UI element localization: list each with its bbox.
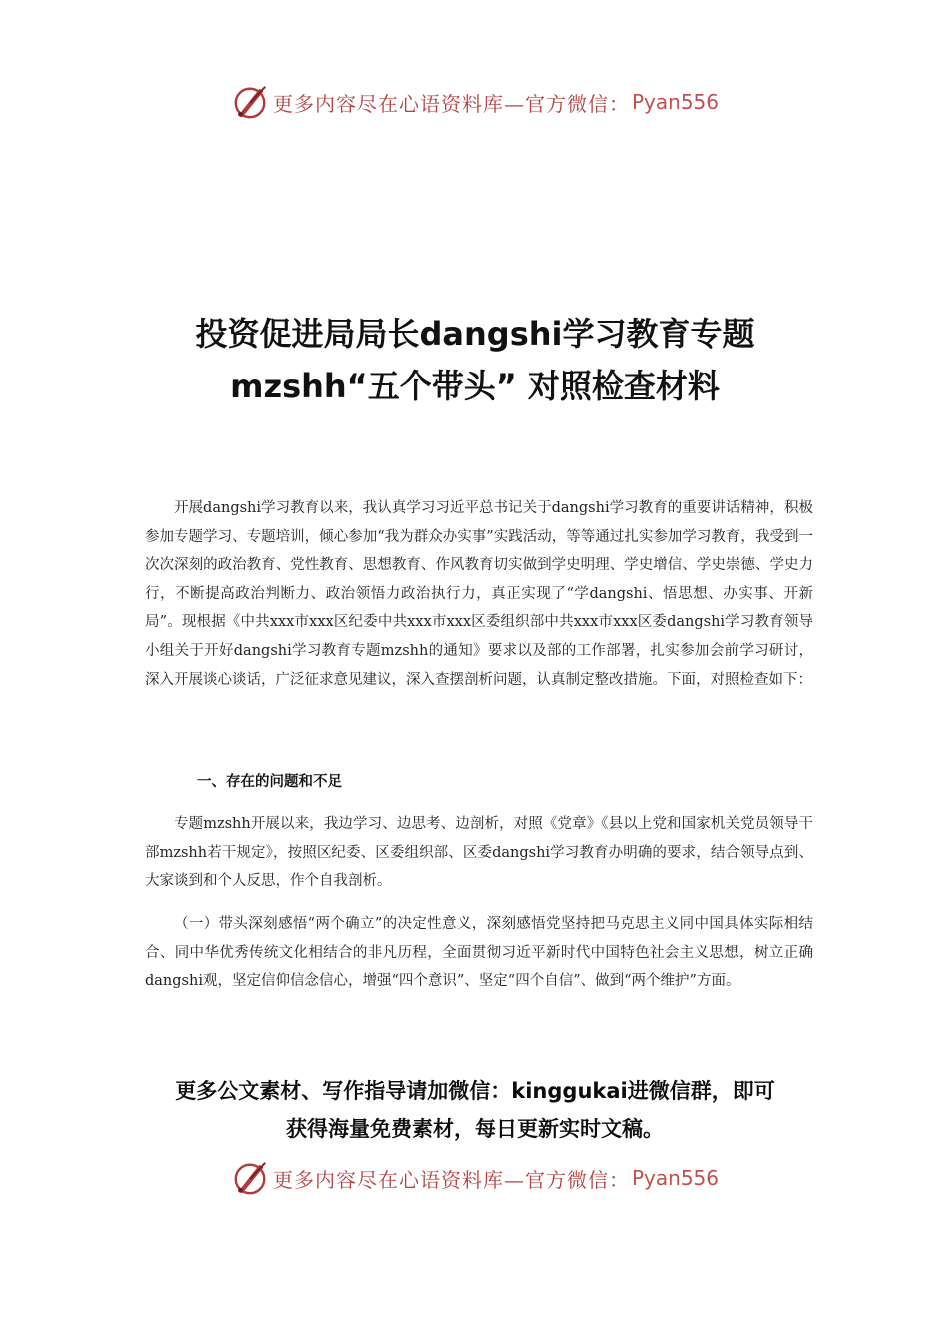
promo-line-1: 更多公文素材、写作指导请加微信：kinggukai进微信群，即可 xyxy=(175,1079,775,1103)
promo-line-2: 获得海量免费素材，每日更新实时文稿。 xyxy=(286,1117,664,1141)
banner-wechat-id: Pyan556 xyxy=(631,1166,719,1190)
banner-wechat-id: Pyan556 xyxy=(631,90,719,114)
quill-logo-icon xyxy=(231,1159,269,1197)
section-heading-1: 一、存在的问题和不足 xyxy=(197,774,342,790)
quill-logo-icon xyxy=(231,83,269,121)
header-watermark-banner xyxy=(0,80,950,124)
title-line-1: 投资促进局局长dangshi学习教育专题 xyxy=(195,315,755,353)
intro-paragraph-block xyxy=(145,494,813,694)
footer-watermark-banner xyxy=(0,1156,950,1200)
paragraph-2: 专题mzshh开展以来，我边学习、边思考、边剖析，对照《党章》《县以上党和国家机关党员领导干部mzshh若干规定》，按照区纪委、区委组织部、区委dangshi学习教育办明确的要求，结合领导点到、大家谈到和个人反思，作个自我剖析。 xyxy=(145,816,813,890)
section-paragraph-block xyxy=(145,810,813,896)
promo-notice xyxy=(100,1072,850,1148)
banner-text: 更多内容尽在心语资料库—官方微信： xyxy=(272,91,630,116)
subsection-paragraph-block xyxy=(145,910,813,996)
title-line-2: mzshh“五个带头” 对照检查材料 xyxy=(230,367,720,405)
paragraph-3: （一）带头深刻感悟“两个确立”的决定性意义，深刻感悟党坚持把马克思主义同中国具体实际相结合、同中华优秀传统文化相结合的非凡历程，全面贯彻习近平新时代中国特色社会主义思想，树立正确dangshi观，坚定信仰信念信心，增强“四个意识”、坚定“四个自信”、做到“两个维护”方面。 xyxy=(145,916,813,990)
document-title xyxy=(100,308,850,412)
banner-text: 更多内容尽在心语资料库—官方微信： xyxy=(272,1167,630,1192)
paragraph-1: 开展dangshi学习教育以来，我认真学习习近平总书记关于dangshi学习教育的重要讲话精神，积极参加专题学习、专题培训，倾心参加“我为群众办实事”实践活动，等等通过扎实参加学习教育，我受到一次次深刻的政治教育、党性教育、思想教育、作风教育切实做到学史明理、学史增信、学史崇德、学史力行，不断提高政治判断力、政治领悟力政治执行力，真正实现了“学dangshi、悟思想、办实事、开新局”。现根据《中共xxx市xxx区纪委中共xxx市xxx区委组织部中共xxx市xxx区委dangshi学习教育领导小组关于开好dangshi学习教育专题mzshh的通知》要求以及部的工作部署，扎实参加会前学习研讨，深入开展谈心谈话，广泛征求意见建议，深入查摆剖析问题，认真制定整改措施。下面，对照检查如下： xyxy=(145,500,813,688)
